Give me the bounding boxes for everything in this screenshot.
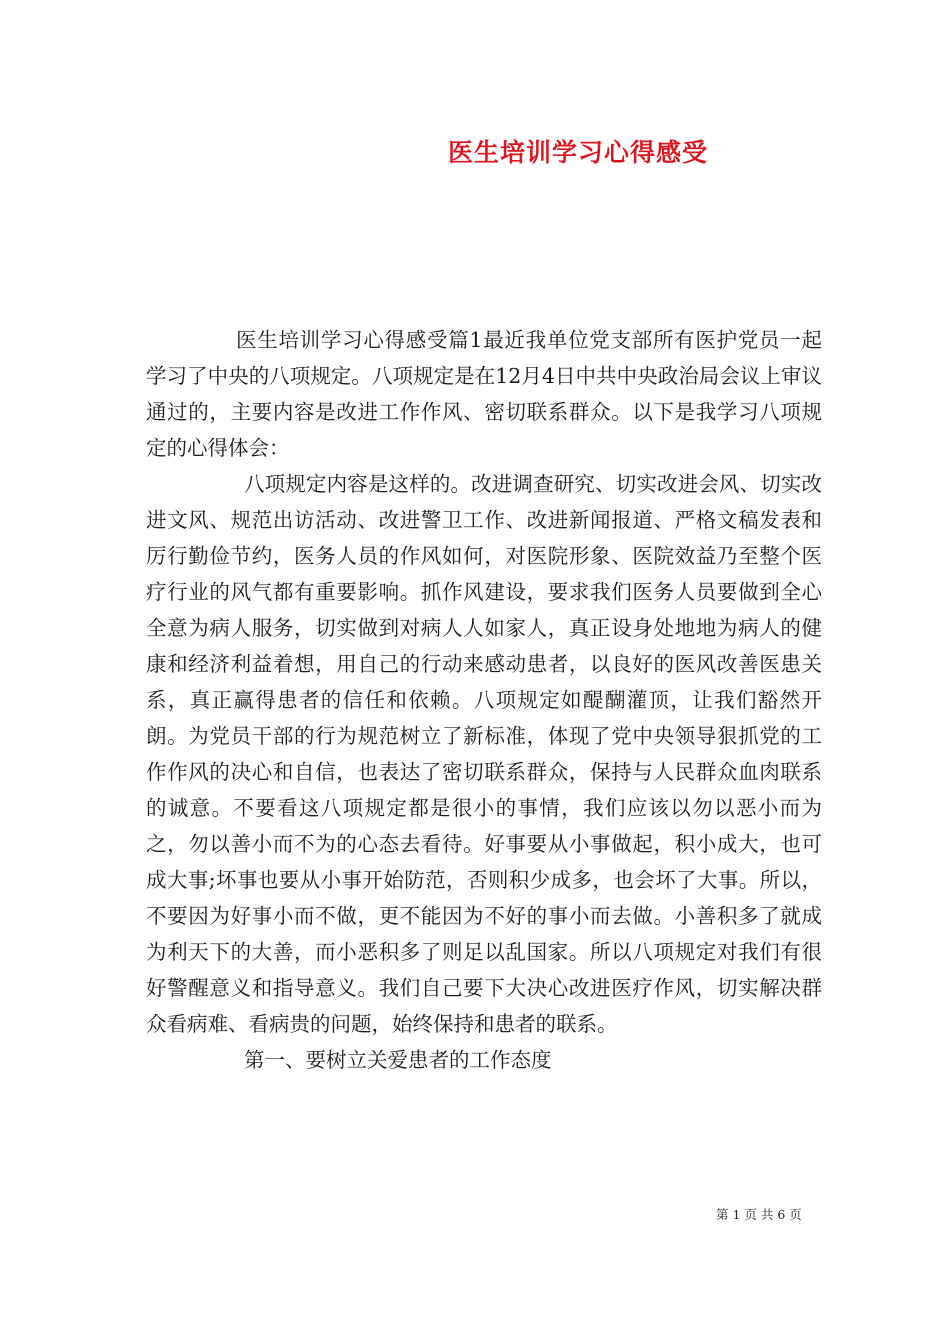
document-title: 医生培训学习心得感受 xyxy=(448,138,709,167)
page-number: 第 1 页 共 6 页 xyxy=(716,1207,802,1222)
document-body xyxy=(146,322,822,1078)
paragraph-intro: 医生培训学习心得感受篇1最近我单位党支部所有医护党员一起学习了中央的八项规定。八项规定是在12月4日中共中央政治局会议上审议通过的，主要内容是改进工作作风、密切联系群众。以下是我学习八项规定的心得体会： xyxy=(146,328,822,460)
section-heading-first: 第一、要树立关爱患者的工作态度 xyxy=(244,1048,552,1072)
paragraph-main: 八项规定内容是这样的。改进调查研究、切实改进会风、切实改进文风、规范出访活动、改进警卫工作、改进新闻报道、严格文稿发表和厉行勤俭节约，医务人员的作风如何，对医院形象、医院效益乃至整个医疗行业的风气都有重要影响。抓作风建设，要求我们医务人员要做到全心全意为病人服务，切实做到对病人人如家人，真正设身处地地为病人的健康和经济利益着想，用自己的行动来感动患者，以良好的医风改善医患关系，真正赢得患者的信任和依赖。八项规定如醍醐灌顶，让我们豁然开朗。为党员干部的行为规范树立了新标准，体现了党中央领导狠抓党的工作作风的决心和自信，也表达了密切联系群众，保持与人民群众血肉联系的诚意。不要看这八项规定都是很小的事情，我们应该以勿以恶小而为之，勿以善小而不为的心态去看待。好事要从小事做起，积小成大，也可成大事;坏事也要从小事开始防范，否则积少成多，也会坏了大事。所以，不要因为好事小而不做，更不能因为不好的事小而去做。小善积多了就成为利天下的大善，而小恶积多了则足以乱国家。所以八项规定对我们有很好警醒意义和指导意义。我们自己要下大决心改进医疗作风，切实解决群众看病难、看病贵的问题，始终保持和患者的联系。 xyxy=(146,472,822,1036)
